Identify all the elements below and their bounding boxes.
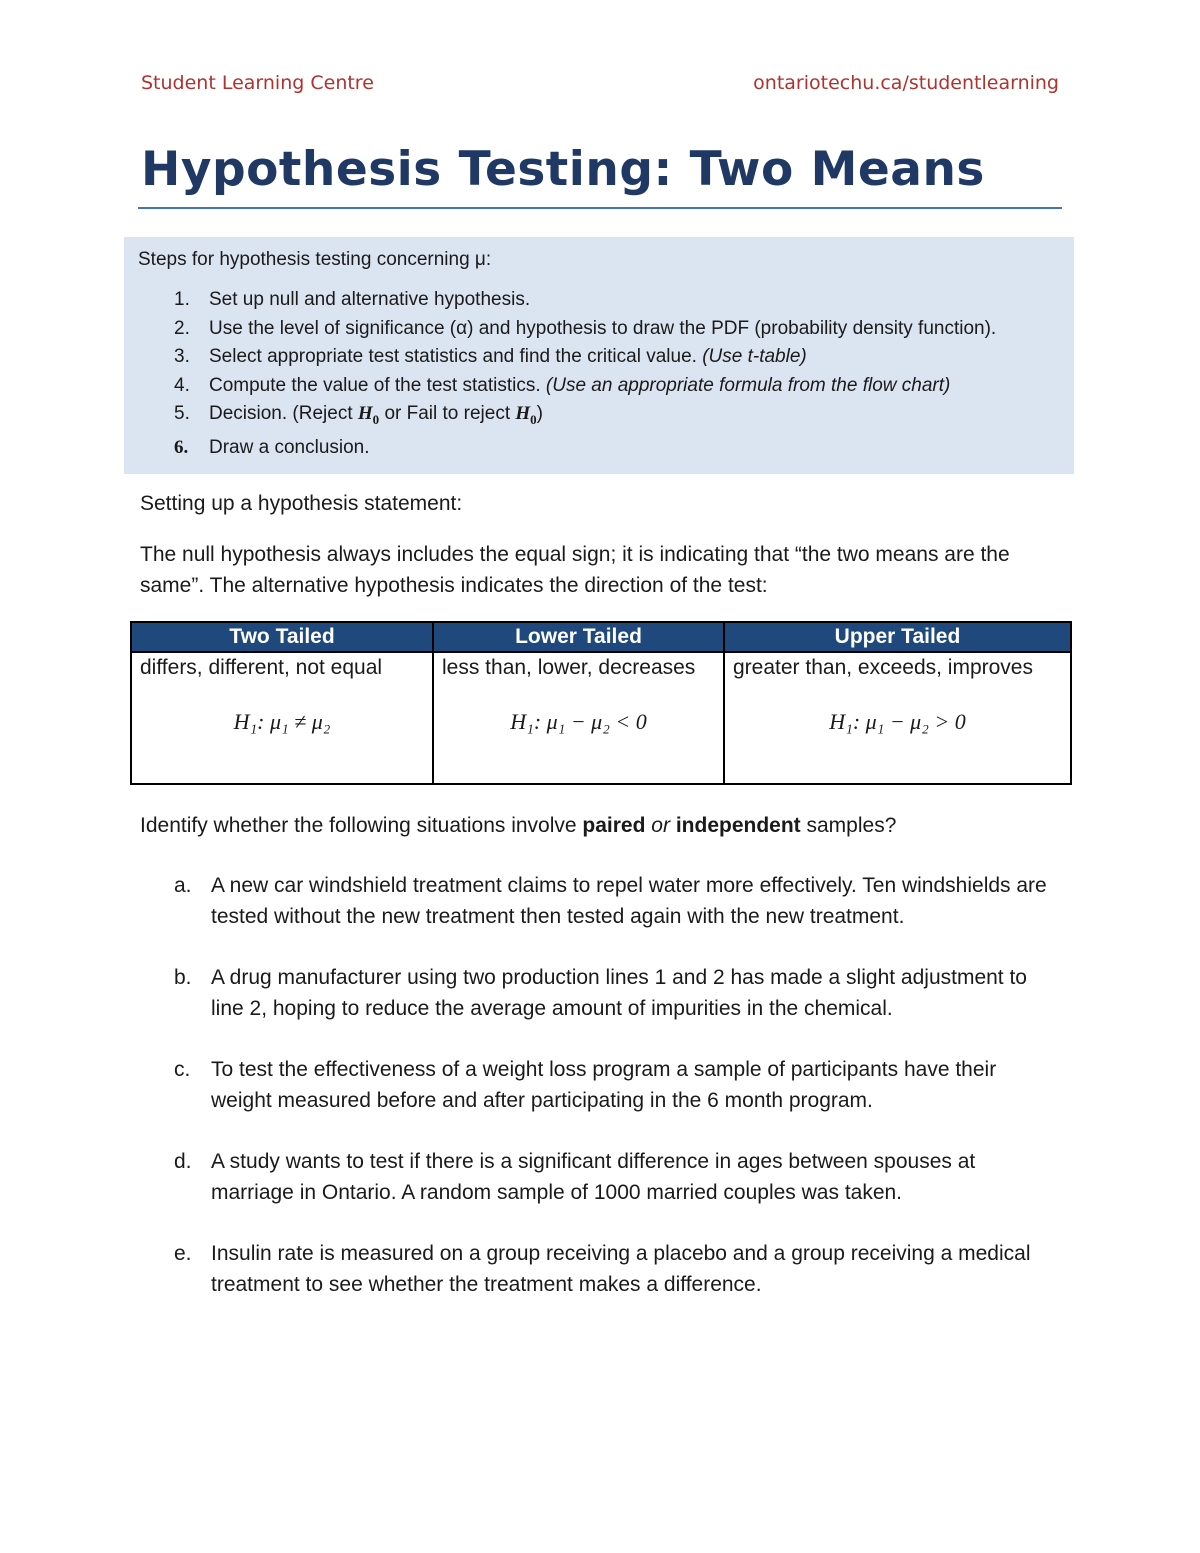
two-tailed-formula: H₁: μ₁ ≠ μ₂ — [233, 709, 331, 734]
question-letter: e. — [174, 1242, 192, 1265]
question-text: A new car windshield treatment claims to repel water more effectively. Ten windshields are tested without the new treatment then tested again with the new treatment. — [211, 874, 1047, 928]
questions-heading-text: samples? — [800, 814, 897, 837]
question-text: Insulin rate is measured on a group receiving a placebo and a group receiving a medical treatment to see whether the treatment makes a difference. — [211, 1242, 1031, 1296]
h0-symbol: $H_0$ — [515, 403, 537, 427]
tails-table — [130, 621, 1072, 785]
page-title: Hypothesis Testing: Two Means — [141, 142, 985, 197]
step-item — [138, 400, 1060, 434]
or-term: or — [651, 814, 670, 837]
questions-list — [140, 871, 1060, 1331]
step-note: (Use t-table) — [702, 346, 807, 367]
title-divider — [138, 207, 1062, 209]
upper-tailed-description: greater than, exceeds, improves — [733, 656, 1033, 679]
question-text: To test the effectiveness of a weight loss program a sample of participants have their weight measured before and after participating in the 6 month program. — [211, 1058, 997, 1112]
header-two-tailed: Two Tailed — [131, 622, 433, 652]
paired-term: paired — [582, 814, 646, 837]
question-letter: a. — [174, 874, 192, 897]
step-number: 3. — [174, 346, 190, 367]
lower-tailed-formula: H₁: μ₁ − μ₂ < 0 — [510, 709, 647, 734]
lower-tailed-description: less than, lower, decreases — [442, 656, 696, 679]
list-item — [140, 871, 1060, 932]
list-item — [140, 1055, 1060, 1116]
step-text: Compute the value of the test statistics. — [209, 374, 546, 396]
upper-tailed-cell — [724, 652, 1071, 784]
setup-heading: Setting up a hypothesis statement: — [140, 492, 463, 515]
step-text: Set up null and alternative hypothesis. — [209, 289, 531, 310]
step-text: ) — [536, 403, 543, 424]
step-item — [138, 343, 1060, 372]
step-item — [138, 315, 1060, 344]
step-text: Select appropriate test statistics and find the critical value. — [209, 346, 703, 367]
header-left-text: Student Learning Centre — [141, 72, 374, 94]
table-row — [131, 652, 1071, 784]
upper-tailed-formula: H₁: μ₁ − μ₂ > 0 — [829, 709, 966, 734]
setup-paragraph: The null hypothesis always includes the equal sign; it is indicating that “the two means are the same”. The alternative hypothesis indicates the direction of the test: — [140, 543, 1010, 597]
step-number: 1. — [174, 289, 190, 310]
question-letter: b. — [174, 966, 192, 989]
step-text: Decision. (Reject — [209, 403, 358, 424]
list-item — [140, 1239, 1060, 1300]
steps-list — [138, 286, 1060, 463]
questions-heading-text: Identify whether the following situations involve — [140, 814, 583, 837]
step-item — [138, 286, 1060, 315]
step-item — [138, 372, 1060, 401]
steps-box — [124, 237, 1074, 474]
table-header-row — [131, 622, 1071, 652]
step-number: 4. — [174, 374, 190, 396]
h0-symbol: $H_0$ — [357, 403, 380, 427]
step-number: 5. — [174, 403, 190, 424]
list-item — [140, 1147, 1060, 1208]
two-tailed-cell — [131, 652, 433, 784]
question-text: A drug manufacturer using two production lines 1 and 2 has made a slight adjustment to line 2, hoping to reduce the average amount of impurities in the chemical. — [211, 966, 1027, 1020]
question-text: A study wants to test if there is a significant difference in ages between spouses at marriage in Ontario. A random sample of 1000 married couples was taken. — [211, 1150, 976, 1204]
list-item — [140, 963, 1060, 1024]
step-text: Use the level of significance (α) and hypothesis to draw the PDF (probability density function). — [209, 317, 997, 339]
step-number: 6. — [174, 437, 189, 459]
header-right-link[interactable]: ontariotechu.ca/studentlearning — [753, 72, 1059, 94]
step-note: (Use an appropriate formula from the flow chart) — [545, 374, 951, 396]
header-lower-tailed: Lower Tailed — [433, 622, 724, 652]
steps-intro: Steps for hypothesis testing concerning μ: — [138, 249, 492, 270]
question-letter: c. — [174, 1058, 191, 1081]
lower-tailed-cell — [433, 652, 724, 784]
step-item — [138, 434, 1060, 463]
step-text: Draw a conclusion. — [209, 437, 370, 459]
two-tailed-description: differs, different, not equal — [140, 656, 383, 679]
step-text: or Fail to reject — [379, 403, 516, 424]
independent-term: independent — [675, 814, 801, 837]
header-upper-tailed: Upper Tailed — [724, 622, 1071, 652]
step-number: 2. — [174, 317, 190, 339]
question-letter: d. — [174, 1150, 192, 1173]
questions-heading — [140, 814, 896, 838]
